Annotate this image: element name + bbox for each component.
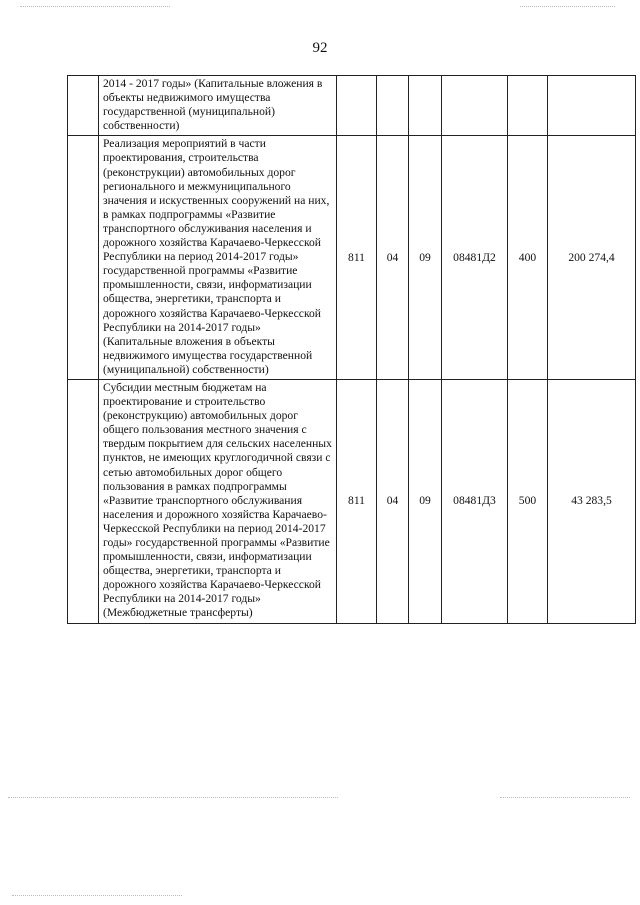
expense-name-cell: Субсидии местным бюджетам на проектирование и строительство (реконструкцию) автомобильных дорог общего пользования местного значения с твердым покрытием для сельских населенных пунктов, не имеющих круглогодичной связи с сетью автомобильных дорог общего пользования в рамках подпрограммы «Развитие транспортного обслуживания населения и дорожного хозяйства Карачаево-Черкесской Республики на период 2014-2017 годы» государственной программы «Развитие промышленности, связи, информатизации общества, энергетики, транспорта и дорожного хозяйства Карачаево-Черкесской Республики на 2014-2017 годы» (Межбюджетные трансферты) <box>99 379 337 623</box>
ministry-code-cell: 811 <box>337 136 377 380</box>
scan-artifact-middle-right <box>500 797 630 799</box>
expense-name-cell: 2014 - 2017 годы» (Капитальные вложения в объекты недвижимого имущества государственной (муниципальной) собственности) <box>99 76 337 136</box>
row-index-cell <box>68 136 99 380</box>
table-row <box>68 76 636 136</box>
expense-type-cell <box>508 76 548 136</box>
table-row <box>68 136 636 380</box>
section-code-cell: 04 <box>377 379 409 623</box>
target-article-cell: 08481Д2 <box>442 136 508 380</box>
scan-artifact-bottom <box>12 895 182 897</box>
table-row <box>68 379 636 623</box>
target-article-cell <box>442 76 508 136</box>
subsection-code-cell <box>409 76 442 136</box>
budget-table <box>67 75 636 624</box>
section-code-cell: 04 <box>377 136 409 380</box>
row-index-cell <box>68 379 99 623</box>
ministry-code-cell: 811 <box>337 379 377 623</box>
scan-artifact-middle <box>8 797 338 799</box>
scan-artifact-top <box>20 6 170 8</box>
amount-cell: 200 274,4 <box>548 136 636 380</box>
target-article-cell: 08481Д3 <box>442 379 508 623</box>
section-code-cell <box>377 76 409 136</box>
subsection-code-cell: 09 <box>409 136 442 380</box>
expense-name-cell: Реализация мероприятий в части проектирования, строительства (реконструкции) автомобильных дорог регионального и межмуниципального значения и искуственных сооружений на них, в рамках подпрограммы «Развитие транспортного обслуживания населения и дорожного хозяйства Карачаево-Черкесской Республики на период 2014-2017 годы» государственной программы «Развитие промышленности, связи, информатизации общества, энергетики, транспорта и дорожного хозяйства Карачаево-Черкесской Республики на 2014-2017 годы» (Капитальные вложения в объекты недвижимого имущества государственной (муниципальной) собственности) <box>99 136 337 380</box>
subsection-code-cell: 09 <box>409 379 442 623</box>
amount-cell: 43 283,5 <box>548 379 636 623</box>
ministry-code-cell <box>337 76 377 136</box>
amount-cell <box>548 76 636 136</box>
scan-artifact-top-right <box>520 6 615 8</box>
page-number: 92 <box>312 40 328 56</box>
expense-type-cell: 500 <box>508 379 548 623</box>
row-index-cell <box>68 76 99 136</box>
expense-type-cell: 400 <box>508 136 548 380</box>
